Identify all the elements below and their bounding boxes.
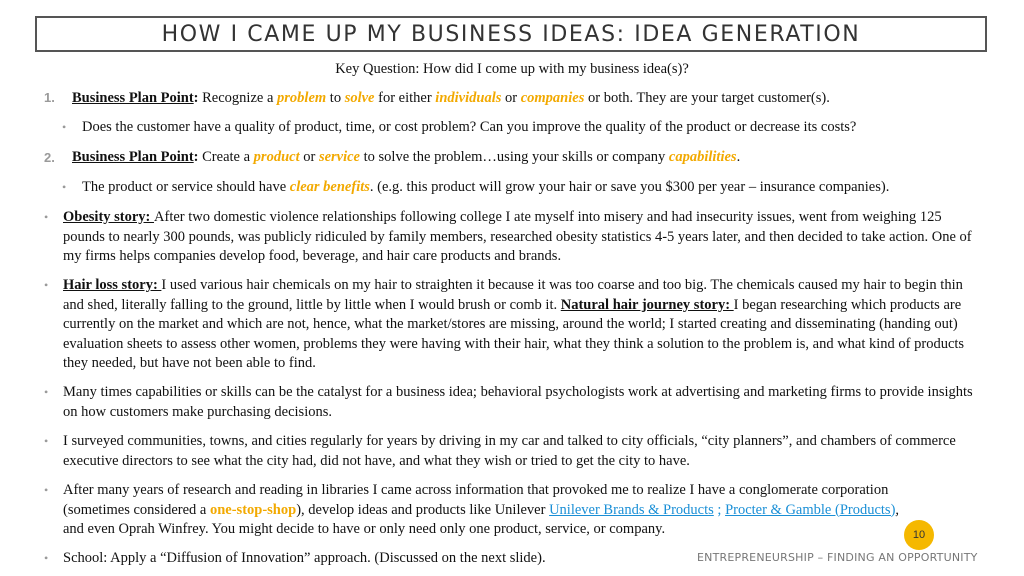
natural-hair-story-text: I began researching which products are currently on the market and which are not, hence, what the market/stores are missing, around the world; I started creating and disseminating (handing out) evaluation sheets to assess other women, problems they were having with their hair, what they think a solution to the problem is, and what kind of products they needed, but have not been able to find.: [63, 296, 965, 371]
research-text-c: , and even Oprah Winfrey. You might decide to have or only need only one product, service, or company.: [63, 501, 900, 537]
point-2-text-c: to solve the problem…using your skills or company: [360, 149, 669, 165]
point-1-text-c: for either: [374, 90, 436, 106]
natural-hair-story-label: Natural hair journey story:: [560, 296, 734, 313]
keyword-clear-benefits: clear benefits: [289, 179, 370, 195]
point-2-number: 2.: [44, 150, 55, 165]
point-2-colon: :: [193, 149, 199, 165]
point-1-text-b: to: [326, 90, 345, 106]
research-text-b: ), develop ideas and products like Unilever: [296, 501, 550, 518]
point-1-label: Business Plan Point: [72, 90, 194, 106]
research-bullet: [63, 481, 913, 540]
point-2-sub-text-b: . (e.g. this product will grow your hair or save you $300 per year – insurance companies).: [369, 179, 890, 195]
surveyed-bullet: I surveyed communities, towns, and cities regularly for years by driving in my car and talked to city officials, “city planners”, and chambers of commerce executive directors to see what the city had, did not have, and what they wish or tried to get the city to have.: [63, 433, 956, 469]
bullet-marker: •: [44, 551, 49, 565]
procter-gamble-link[interactable]: Procter & Gamble (Products): [725, 501, 896, 518]
keyword-problem: problem: [277, 90, 327, 106]
bullet-marker: •: [62, 120, 67, 134]
point-2-text-b: or: [299, 149, 319, 165]
point-2-text-a: Create a: [198, 149, 254, 165]
point-1-text-e: or both. They are your target customer(s).: [584, 90, 830, 106]
keyword-capabilities: capabilities: [668, 149, 737, 165]
point-1-sub: Does the customer have a quality of product, time, or cost problem? Can you improve the quality of the product or decrease its costs?: [82, 119, 857, 135]
research-text-a: After many years of research and reading in libraries I came across information that provoked me to realize I have a conglomerate corporation (sometimes considered a: [63, 482, 889, 518]
bullet-marker: •: [44, 483, 49, 497]
capabilities-bullet: Many times capabilities or skills can be the catalyst for a business idea; behavioral psychologists work at advertising and marketing firms to provide insights on how customers make purchasing decisions.: [63, 384, 973, 420]
point-1-text-d: or: [501, 90, 521, 106]
bullet-marker: •: [44, 385, 49, 399]
obesity-story: [63, 208, 983, 267]
bullet-marker: •: [62, 180, 67, 194]
hair-loss-story-text: I used various hair chemicals on my hair to straighten it because it was too coarse and too big. The chemicals caused my hair to begin thin and shed, literally falling to the ground, little by little when I would brush or comb it.: [63, 277, 963, 313]
obesity-story-label: Obesity story:: [63, 209, 155, 225]
keyword-solve: solve: [344, 90, 375, 106]
obesity-story-text: After two domestic violence relationships following college I ate myself into misery and had insecurity issues, went from weighing 125 pounds to nearly 300 pounds, was publicly ridiculed by family members, researched obesity statistics 4-5 years later, and then decided to take action. One of my firms helps companies develop food, beverage, and hair care products and brands.: [63, 209, 972, 264]
point-1-number: 1.: [44, 90, 55, 105]
point-1-colon: :: [193, 90, 199, 106]
point-2-text-d: .: [736, 149, 741, 165]
hair-loss-story: [63, 276, 983, 374]
link-separator: ;: [713, 501, 726, 518]
slide-footer: ENTREPRENEURSHIP – FINDING AN OPPORTUNITY: [697, 551, 978, 564]
bullet-marker: •: [44, 434, 49, 448]
point-1: [72, 89, 992, 109]
unilever-brands-link[interactable]: Unilever Brands & Products: [549, 501, 714, 518]
point-2: [72, 148, 992, 168]
page-number-badge: 10: [904, 520, 934, 550]
point-2-label: Business Plan Point: [72, 149, 194, 165]
school-bullet: School: Apply a “Diffusion of Innovation” approach. (Discussed on the next slide).: [63, 550, 546, 566]
point-1-text-a: Recognize a: [198, 90, 278, 106]
title-box: [35, 16, 987, 52]
point-2-sub-text-a: The product or service should have: [82, 179, 290, 195]
keyword-one-stop-shop: one-stop-shop: [209, 501, 297, 518]
keyword-product: product: [253, 149, 300, 165]
bullet-marker: •: [44, 278, 49, 292]
bullet-marker: •: [44, 210, 49, 224]
key-question: Key Question: How did I come up with my business idea(s)?: [335, 61, 689, 77]
point-2-sub: [82, 178, 1002, 198]
keyword-service: service: [318, 149, 360, 165]
keyword-individuals: individuals: [435, 90, 502, 106]
keyword-companies: companies: [520, 90, 585, 106]
hair-loss-story-label: Hair loss story:: [63, 277, 162, 293]
slide-title: HOW I CAME UP MY BUSINESS IDEAS: IDEA GENERATION: [161, 21, 861, 47]
